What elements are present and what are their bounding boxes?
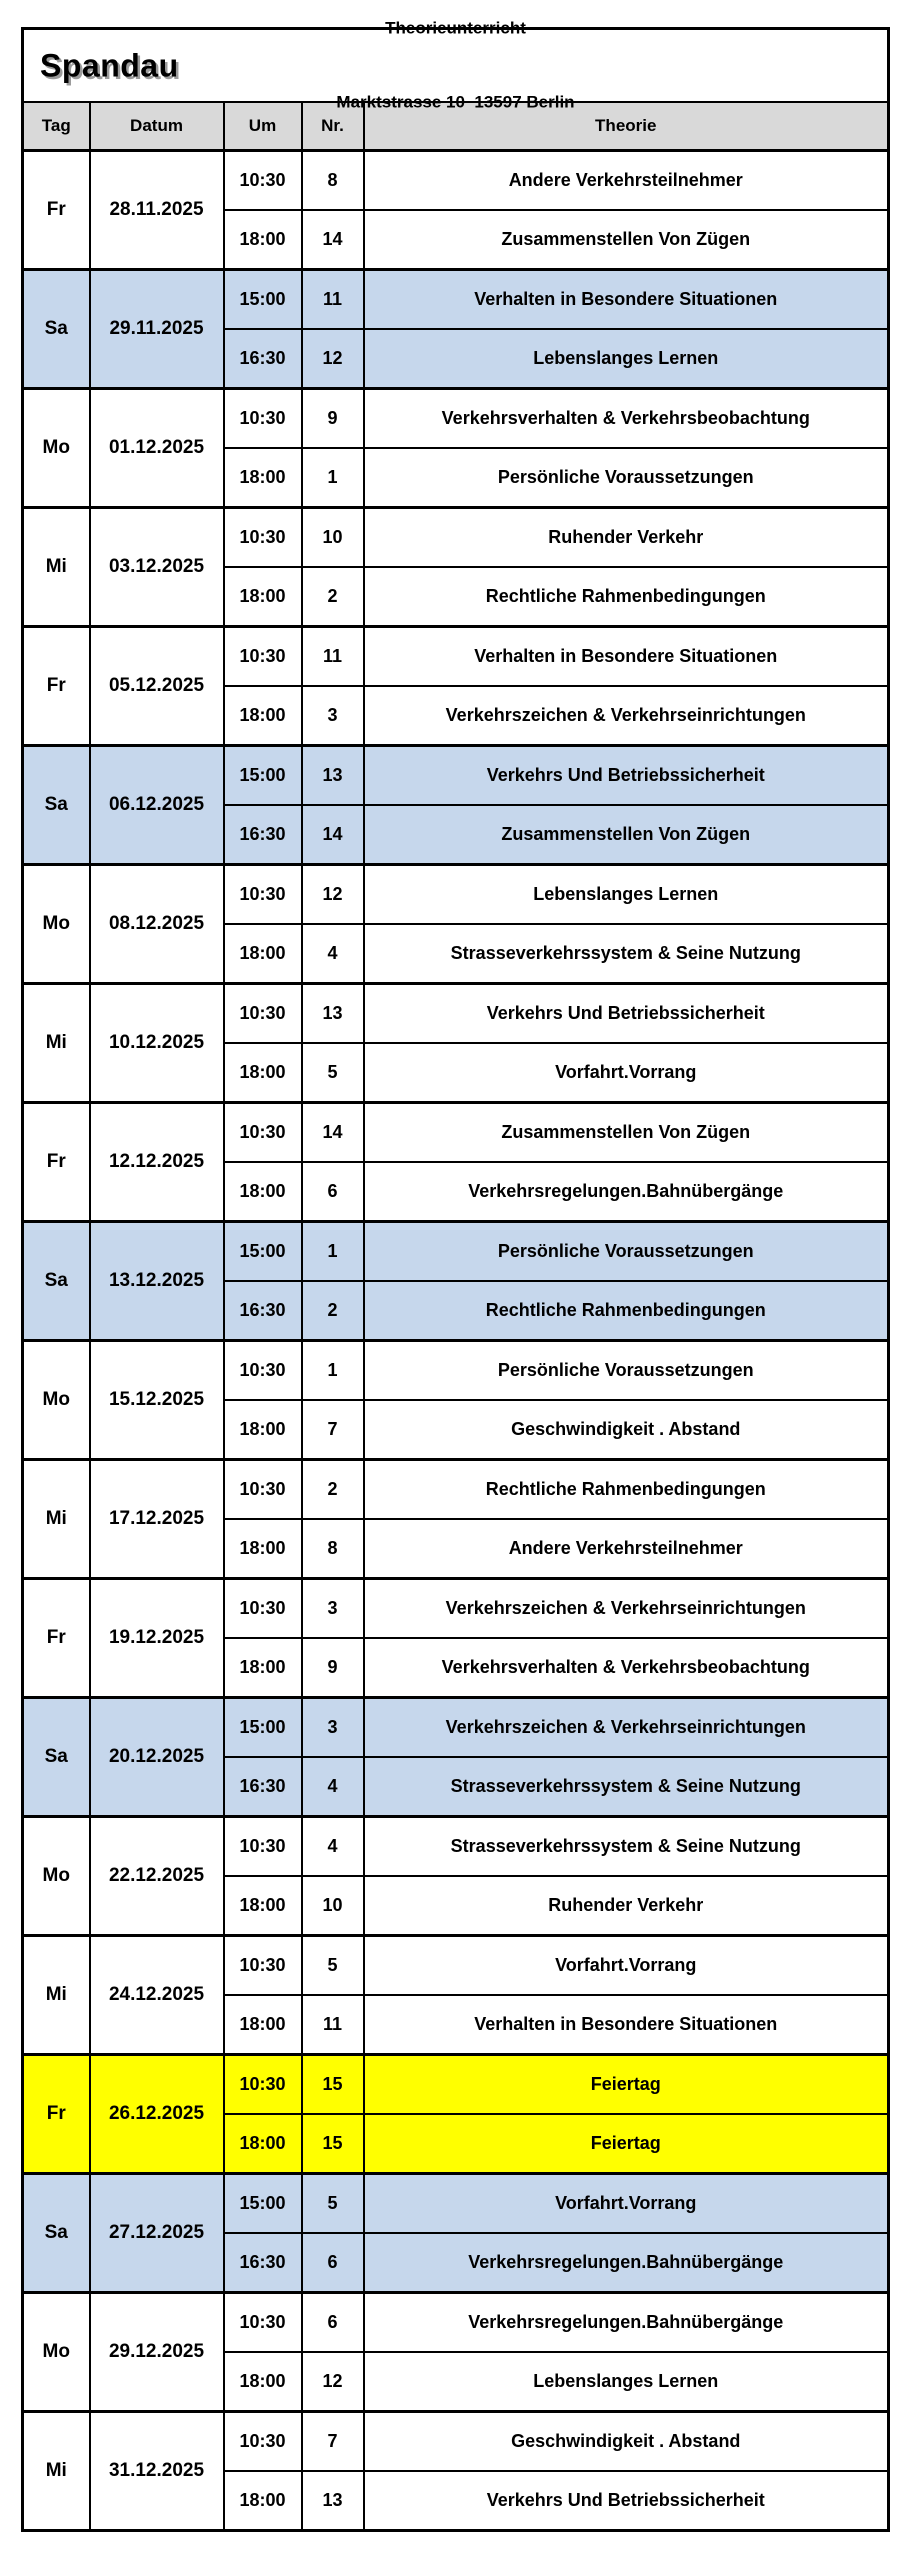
date-cell: 29.11.2025 [90, 270, 224, 389]
time-cell: 18:00 [224, 2352, 302, 2412]
topic-cell: Verhalten in Besondere Situationen [364, 627, 889, 687]
day-cell: Fr [23, 627, 90, 746]
theory-schedule-table [21, 18, 890, 2532]
day-cell: Mo [23, 2293, 90, 2412]
topic-cell: Strasseverkehrssystem & Seine Nutzung [364, 1757, 889, 1817]
session-row [23, 2055, 889, 2115]
day-cell: Mi [23, 1460, 90, 1579]
course-title: Theorieunterricht [385, 18, 526, 38]
day-cell: Sa [23, 746, 90, 865]
time-cell: 16:30 [224, 2233, 302, 2293]
time-cell: 18:00 [224, 1043, 302, 1103]
time-cell: 15:00 [224, 2174, 302, 2234]
topic-cell: Feiertag [364, 2114, 889, 2174]
time-cell: 18:00 [224, 1400, 302, 1460]
topic-cell: Persönliche Voraussetzungen [364, 1222, 889, 1282]
time-cell: 10:30 [224, 1103, 302, 1163]
date-cell: 01.12.2025 [90, 389, 224, 508]
time-cell: 10:30 [224, 1460, 302, 1520]
time-cell: 16:30 [224, 1281, 302, 1341]
topic-cell: Geschwindigkeit . Abstand [364, 1400, 889, 1460]
topic-cell: Vorfahrt.Vorrang [364, 2174, 889, 2234]
school-address-block [24, 0, 887, 164]
topic-cell: Verkehrsregelungen.Bahnübergänge [364, 2233, 889, 2293]
day-cell: Mo [23, 865, 90, 984]
title-cell [24, 18, 887, 112]
time-cell: 10:30 [224, 1341, 302, 1401]
column-header-datum: Datum [90, 102, 224, 151]
time-cell: 16:30 [224, 329, 302, 389]
session-row [23, 2293, 889, 2353]
session-row [23, 389, 889, 449]
topic-cell: Strasseverkehrssystem & Seine Nutzung [364, 1817, 889, 1877]
time-cell: 16:30 [224, 805, 302, 865]
lesson-number-cell: 12 [302, 329, 364, 389]
day-cell: Sa [23, 1698, 90, 1817]
time-cell: 10:30 [224, 151, 302, 211]
session-row [23, 1222, 889, 1282]
topic-cell: Rechtliche Rahmenbedingungen [364, 1460, 889, 1520]
column-header-um: Um [224, 102, 302, 151]
column-header-nr: Nr. [302, 102, 364, 151]
time-cell: 15:00 [224, 746, 302, 806]
day-cell: Sa [23, 270, 90, 389]
topic-cell: Verkehrszeichen & Verkehrseinrichtungen [364, 1579, 889, 1639]
lesson-number-cell: 15 [302, 2114, 364, 2174]
lesson-number-cell: 13 [302, 2471, 364, 2531]
lesson-number-cell: 13 [302, 984, 364, 1044]
session-row [23, 2412, 889, 2472]
time-cell: 18:00 [224, 924, 302, 984]
time-cell: 18:00 [224, 686, 302, 746]
lesson-number-cell: 5 [302, 1043, 364, 1103]
table-title-row [23, 29, 889, 103]
time-cell: 10:30 [224, 2412, 302, 2472]
date-cell: 22.12.2025 [90, 1817, 224, 1936]
day-cell: Mi [23, 1936, 90, 2055]
session-row [23, 984, 889, 1044]
time-cell: 18:00 [224, 1995, 302, 2055]
day-cell: Mo [23, 1341, 90, 1460]
topic-cell: Verkehrszeichen & Verkehrseinrichtungen [364, 686, 889, 746]
lesson-number-cell: 14 [302, 210, 364, 270]
time-cell: 10:30 [224, 508, 302, 568]
session-row [23, 1817, 889, 1877]
location-title: Spandau [40, 47, 179, 83]
lesson-number-cell: 6 [302, 1162, 364, 1222]
time-cell: 10:30 [224, 865, 302, 925]
date-cell: 28.11.2025 [90, 151, 224, 270]
date-cell: 31.12.2025 [90, 2412, 224, 2531]
lesson-number-cell: 3 [302, 1698, 364, 1758]
topic-cell: Rechtliche Rahmenbedingungen [364, 1281, 889, 1341]
topic-cell: Zusammenstellen Von Zügen [364, 210, 889, 270]
topic-cell: Andere Verkehrsteilnehmer [364, 1519, 889, 1579]
time-cell: 10:30 [224, 627, 302, 687]
time-cell: 18:00 [224, 448, 302, 508]
topic-cell: Verkehrszeichen & Verkehrseinrichtungen [364, 1698, 889, 1758]
session-row [23, 746, 889, 806]
column-header-tag: Tag [23, 102, 90, 151]
time-cell: 10:30 [224, 1936, 302, 1996]
time-cell: 18:00 [224, 1638, 302, 1698]
topic-cell: Verkehrs Und Betriebssicherheit [364, 746, 889, 806]
time-cell: 18:00 [224, 1519, 302, 1579]
lesson-number-cell: 12 [302, 865, 364, 925]
topic-cell: Andere Verkehrsteilnehmer [364, 151, 889, 211]
date-cell: 05.12.2025 [90, 627, 224, 746]
topic-cell: Ruhender Verkehr [364, 508, 889, 568]
topic-cell: Persönliche Voraussetzungen [364, 448, 889, 508]
time-cell: 18:00 [224, 1162, 302, 1222]
date-cell: 10.12.2025 [90, 984, 224, 1103]
date-cell: 24.12.2025 [90, 1936, 224, 2055]
day-cell: Fr [23, 151, 90, 270]
session-row [23, 1698, 889, 1758]
day-cell: Mo [23, 1817, 90, 1936]
lesson-number-cell: 8 [302, 1519, 364, 1579]
address-line: Marktstrasse 10 13597 Berlin [336, 92, 575, 112]
lesson-number-cell: 10 [302, 1876, 364, 1936]
time-cell: 10:30 [224, 389, 302, 449]
time-cell: 10:30 [224, 1817, 302, 1877]
topic-cell: Verkehrs Und Betriebssicherheit [364, 984, 889, 1044]
topic-cell: Verkehrsverhalten & Verkehrsbeobachtung [364, 1638, 889, 1698]
lesson-number-cell: 1 [302, 1341, 364, 1401]
date-cell: 12.12.2025 [90, 1103, 224, 1222]
lesson-number-cell: 1 [302, 1222, 364, 1282]
time-cell: 15:00 [224, 1698, 302, 1758]
time-cell: 18:00 [224, 567, 302, 627]
column-header-theorie: Theorie [364, 102, 889, 151]
date-cell: 17.12.2025 [90, 1460, 224, 1579]
lesson-number-cell: 2 [302, 1460, 364, 1520]
time-cell: 18:00 [224, 210, 302, 270]
session-row [23, 1460, 889, 1520]
lesson-number-cell: 4 [302, 1817, 364, 1877]
session-row [23, 865, 889, 925]
lesson-number-cell: 4 [302, 924, 364, 984]
date-cell: 13.12.2025 [90, 1222, 224, 1341]
time-cell: 18:00 [224, 2114, 302, 2174]
lesson-number-cell: 5 [302, 1936, 364, 1996]
topic-cell: Persönliche Voraussetzungen [364, 1341, 889, 1401]
lesson-number-cell: 6 [302, 2233, 364, 2293]
day-cell: Sa [23, 1222, 90, 1341]
topic-cell: Rechtliche Rahmenbedingungen [364, 567, 889, 627]
topic-cell: Verkehrsregelungen.Bahnübergänge [364, 1162, 889, 1222]
lesson-number-cell: 12 [302, 2352, 364, 2412]
lesson-number-cell: 7 [302, 2412, 364, 2472]
lesson-number-cell: 13 [302, 746, 364, 806]
session-row [23, 627, 889, 687]
lesson-number-cell: 3 [302, 686, 364, 746]
topic-cell: Ruhender Verkehr [364, 1876, 889, 1936]
topic-cell: Verkehrs Und Betriebssicherheit [364, 2471, 889, 2531]
day-cell: Fr [23, 1579, 90, 1698]
time-cell: 18:00 [224, 2471, 302, 2531]
date-cell: 03.12.2025 [90, 508, 224, 627]
date-cell: 29.12.2025 [90, 2293, 224, 2412]
topic-cell: Zusammenstellen Von Zügen [364, 1103, 889, 1163]
time-cell: 15:00 [224, 1222, 302, 1282]
time-cell: 10:30 [224, 2293, 302, 2353]
lesson-number-cell: 7 [302, 1400, 364, 1460]
session-row [23, 2174, 889, 2234]
date-cell: 19.12.2025 [90, 1579, 224, 1698]
time-cell: 16:30 [224, 1757, 302, 1817]
lesson-number-cell: 1 [302, 448, 364, 508]
topic-cell: Feiertag [364, 2055, 889, 2115]
topic-cell: Verhalten in Besondere Situationen [364, 1995, 889, 2055]
topic-cell: Verkehrsverhalten & Verkehrsbeobachtung [364, 389, 889, 449]
topic-cell: Vorfahrt.Vorrang [364, 1936, 889, 1996]
topic-cell: Verkehrsregelungen.Bahnübergänge [364, 2293, 889, 2353]
topic-cell: Lebenslanges Lernen [364, 2352, 889, 2412]
session-row [23, 1103, 889, 1163]
lesson-number-cell: 2 [302, 1281, 364, 1341]
lesson-number-cell: 4 [302, 1757, 364, 1817]
lesson-number-cell: 11 [302, 270, 364, 330]
day-cell: Fr [23, 2055, 90, 2174]
day-cell: Sa [23, 2174, 90, 2293]
topic-cell: Verhalten in Besondere Situationen [364, 270, 889, 330]
lesson-number-cell: 9 [302, 1638, 364, 1698]
date-cell: 26.12.2025 [90, 2055, 224, 2174]
time-cell: 15:00 [224, 270, 302, 330]
session-row [23, 1936, 889, 1996]
day-cell: Mo [23, 389, 90, 508]
time-cell: 10:30 [224, 2055, 302, 2115]
date-cell: 06.12.2025 [90, 746, 224, 865]
lesson-number-cell: 10 [302, 508, 364, 568]
lesson-number-cell: 5 [302, 2174, 364, 2234]
day-cell: Mi [23, 2412, 90, 2531]
topic-cell: Vorfahrt.Vorrang [364, 1043, 889, 1103]
lesson-number-cell: 11 [302, 1995, 364, 2055]
lesson-number-cell: 6 [302, 2293, 364, 2353]
date-cell: 15.12.2025 [90, 1341, 224, 1460]
lesson-number-cell: 3 [302, 1579, 364, 1639]
lesson-number-cell: 14 [302, 805, 364, 865]
topic-cell: Lebenslanges Lernen [364, 329, 889, 389]
lesson-number-cell: 8 [302, 151, 364, 211]
topic-cell: Zusammenstellen Von Zügen [364, 805, 889, 865]
topic-cell: Strasseverkehrssystem & Seine Nutzung [364, 924, 889, 984]
lesson-number-cell: 15 [302, 2055, 364, 2115]
session-row [23, 1579, 889, 1639]
day-cell: Mi [23, 508, 90, 627]
date-cell: 27.12.2025 [90, 2174, 224, 2293]
day-cell: Fr [23, 1103, 90, 1222]
date-cell: 08.12.2025 [90, 865, 224, 984]
lesson-number-cell: 14 [302, 1103, 364, 1163]
lesson-number-cell: 9 [302, 389, 364, 449]
lesson-number-cell: 11 [302, 627, 364, 687]
session-row [23, 270, 889, 330]
lesson-number-cell: 2 [302, 567, 364, 627]
day-cell: Mi [23, 984, 90, 1103]
date-cell: 20.12.2025 [90, 1698, 224, 1817]
topic-cell: Lebenslanges Lernen [364, 865, 889, 925]
time-cell: 18:00 [224, 1876, 302, 1936]
session-row [23, 508, 889, 568]
time-cell: 10:30 [224, 1579, 302, 1639]
session-row [23, 1341, 889, 1401]
time-cell: 10:30 [224, 984, 302, 1044]
topic-cell: Geschwindigkeit . Abstand [364, 2412, 889, 2472]
